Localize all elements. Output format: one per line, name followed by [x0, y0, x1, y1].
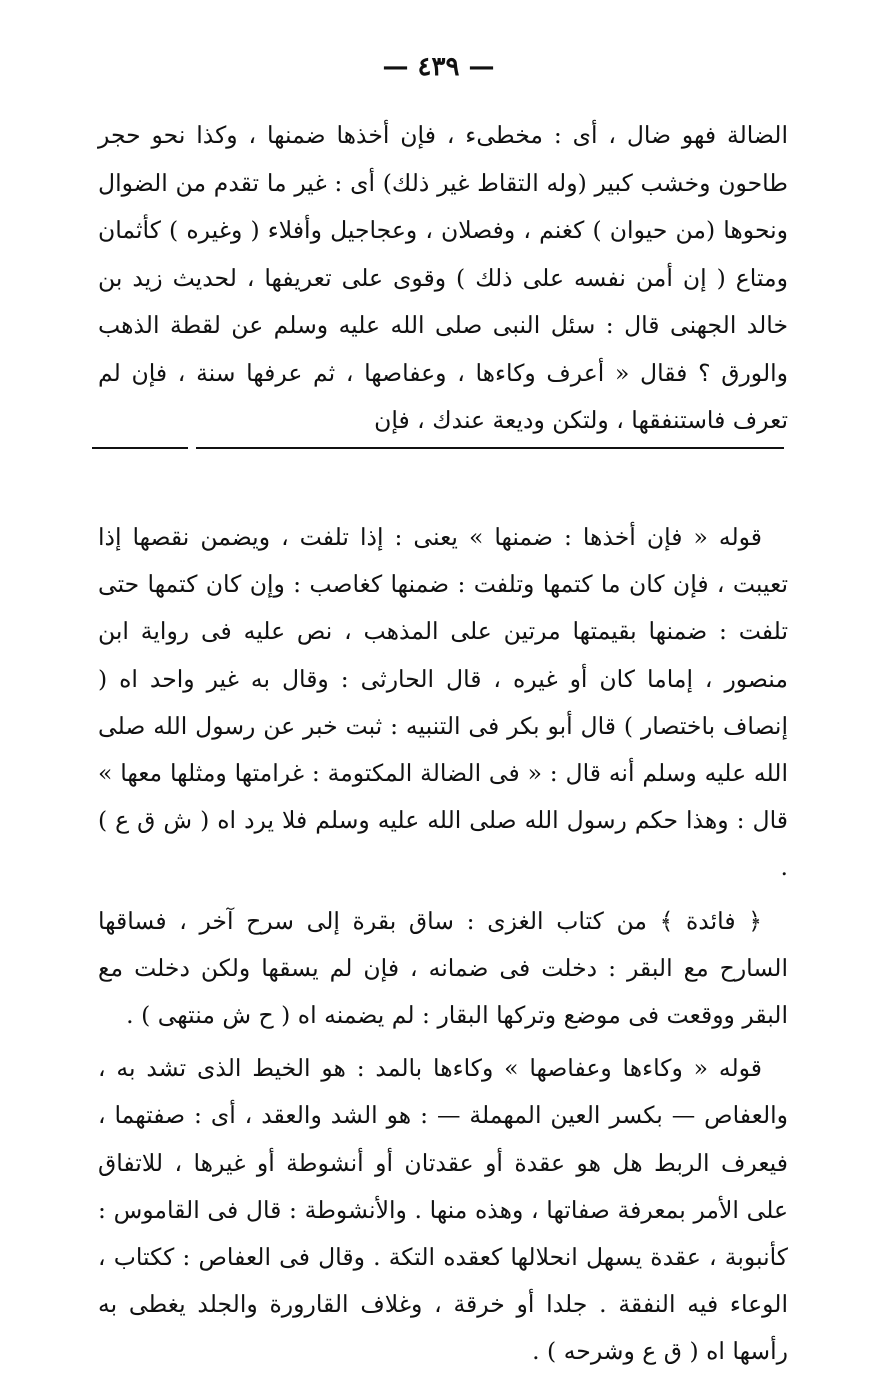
- footnote-separator-long: [196, 447, 784, 449]
- footnote-separator-short: [92, 447, 188, 449]
- main-text-paragraph: الضالة فهو ضال ، أى : مخطىء ، فإن أخذها ضمنها ، وكذا نحو حجر طاحون وخشب كبير (وله التقاط غير ذلك) أى : غير ما تقدم من الضوال ونحوها (من حيوان ) كغنم ، وفصلان ، وعجاجيل وأفلاء ( وغيره ) كأثمان ومتاع ( إن أمن نفسه على ذلك ) وقوى على تعريفها ، لحديث زيد بن خالد الجهنى قال : سئل النبى صلى الله عليه وسلم عن لقطة الذهب والورق ؟ فقال « أعرف وكاءها ، وعفاصها ، ثم عرفها سنة ، فإن لم تعرف فاستنفقها ، ولتكن وديعة عندك ، فإن: [98, 121, 788, 434]
- commentary-paragraph: ﴿ فائدة ﴾ من كتاب الغزى : ساق بقرة إلى سرح آخر ، فساقها السارح مع البقر : دخلت فى ضمانه ، فإن لم يسقها ولكن دخلت مع البقر ووقعت فى موضع وتركها البقار : لم يضمنه اه ( ح ش منتهى ) .: [98, 906, 788, 1030]
- commentary-paragraph: قوله « فإن أخذها : ضمنها » يعنى : إذا تلفت ، ويضمن نقصها إذا تعيبت ، فإن كان ما كتمها وتلفت : ضمنها كغاصب : وإن كان كتمها حتى تلفت : ضمنها بقيمتها مرتين على المذهب ، نص عليه فى رواية ابن منصور ، إماما كان أو غيره ، قال الحارثى : وقال به غير واحد اه ( إنصاف باختصار ) قال أبو بكر فى التنبيه : ثبت خبر عن رسول الله صلى الله عليه وسلم أنه قال : « فى الضالة المكتومة : غرامتها ومثلها معها » قال : وهذا حكم رسول الله صلى الله عليه وسلم فلا يرد اه ( ش ق ع ) .: [98, 523, 788, 882]
- main-text: [98, 112, 788, 445]
- commentary: [98, 514, 788, 1382]
- commentary-paragraph: قوله « وكاءها وعفاصها » وكاءها بالمد : هو الخيط الذى تشد به ، والعفاص — بكسر العين المهملة — : هو الشد والعقد ، أى : صفتهما ، فيعرف الربط هل هو عقدة أو عقدتان أو أنشوطة أو غيرها ، للاتفاق على الأمر بمعرفة صفاتها ، وهذه منها . والأنشوطة : قال فى القاموس : كأنبوبة ، عقدة يسهل انحلالها كعقده التكة . وقال فى العفاص : ككتاب ، الوعاء فيه النفقة . جلدا أو خرقة ، وغلاف القارورة والجلد يغطى به رأسها اه ( ق ع وشرحه ) .: [98, 1054, 788, 1366]
- page-number: — ٤٣٩ —: [382, 52, 495, 82]
